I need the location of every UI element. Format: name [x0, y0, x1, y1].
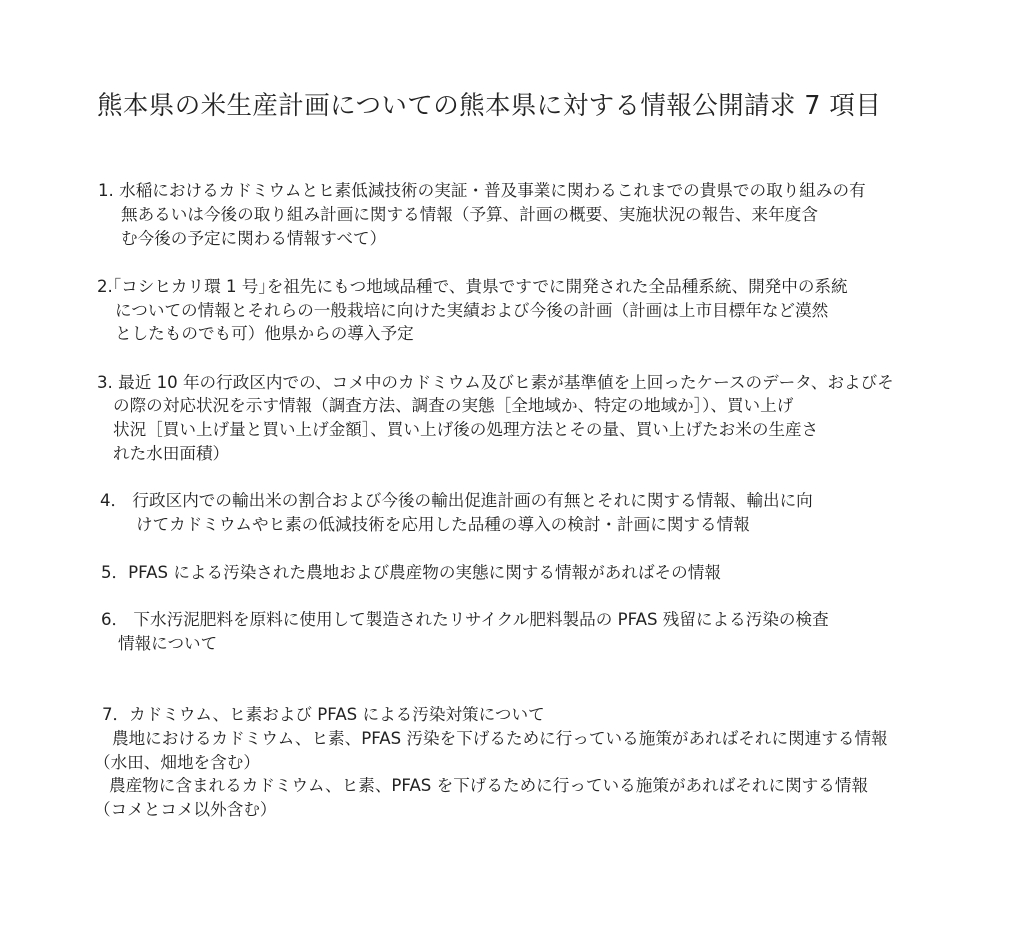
- item-7-line-2: 農地におけるカドミウム、ヒ素、PFAS 汚染を下げるために行っている施策があればそれに関連する情報: [112, 729, 888, 748]
- item-4-line-1: 4． 行政区内での輸出米の割合および今後の輸出促進計画の有無とそれに関する情報、輸出に向: [100, 491, 813, 510]
- item-3-line-1: 3. 最近 10 年の行政区内での、コメ中のカドミウム及びヒ素が基準値を上回ったケースのデータ、およびそ: [97, 373, 894, 392]
- item-6-line-2: 情報について: [118, 634, 218, 653]
- item-3-line-3: 状況［買い上げ量と買い上げ金額］、買い上げ後の処理方法とその量、買い上げたお米の生産さ: [113, 420, 819, 439]
- item-3-line-4: れた水田面積）: [113, 444, 230, 463]
- item-7-line-3: （水田、畑地を含む）: [94, 753, 260, 772]
- item-7-line-4: 農産物に含まれるカドミウム、ヒ素、PFAS を下げるために行っている施策があればそれに関する情報: [109, 776, 869, 795]
- item-3-line-2: の際の対応状況を示す情報（調査方法、調査の実態［全地域か、特定の地域か］）、買い上げ: [113, 396, 794, 415]
- page-title: 熊本県の米生産計画についての熊本県に対する情報公開請求 7 項目: [97, 91, 882, 121]
- item-2-line-3: としたものでも可）他県からの導入予定: [115, 324, 414, 343]
- item-1-line-1: 1. 水稲におけるカドミウムとヒ素低減技術の実証・普及事業に関わるこれまでの貴県での取り組みの有: [98, 181, 866, 200]
- item-7-line-5: （コメとコメ以外含む）: [94, 800, 277, 819]
- item-5-line-1: 5．PFAS による汚染された農地および農産物の実態に関する情報があればその情報: [101, 563, 721, 582]
- item-2-line-2: についての情報とそれらの一般栽培に向けた実績および今後の計画（計画は上市目標年など漠然: [115, 301, 829, 320]
- item-7-line-1: 7．カドミウム、ヒ素および PFAS による汚染対策について: [102, 705, 545, 724]
- item-1-line-2: 無あるいは今後の取り組み計画に関する情報（予算、計画の概要、実施状況の報告、来年度含: [121, 205, 818, 224]
- item-4-line-2: けてカドミウムやヒ素の低減技術を応用した品種の導入の検討・計画に関する情報: [136, 515, 750, 534]
- item-6-line-1: 6． 下水汚泥肥料を原料に使用して製造されたリサイクル肥料製品の PFAS 残留による汚染の検査: [101, 610, 829, 629]
- item-2-line-1: 2.｢コシヒカリ環 1 号｣を祖先にもつ地域品種で、貴県ですでに開発された全品種系統、開発中の系統: [97, 277, 848, 296]
- item-1-line-3: む今後の予定に関わる情報すべて）: [121, 229, 387, 248]
